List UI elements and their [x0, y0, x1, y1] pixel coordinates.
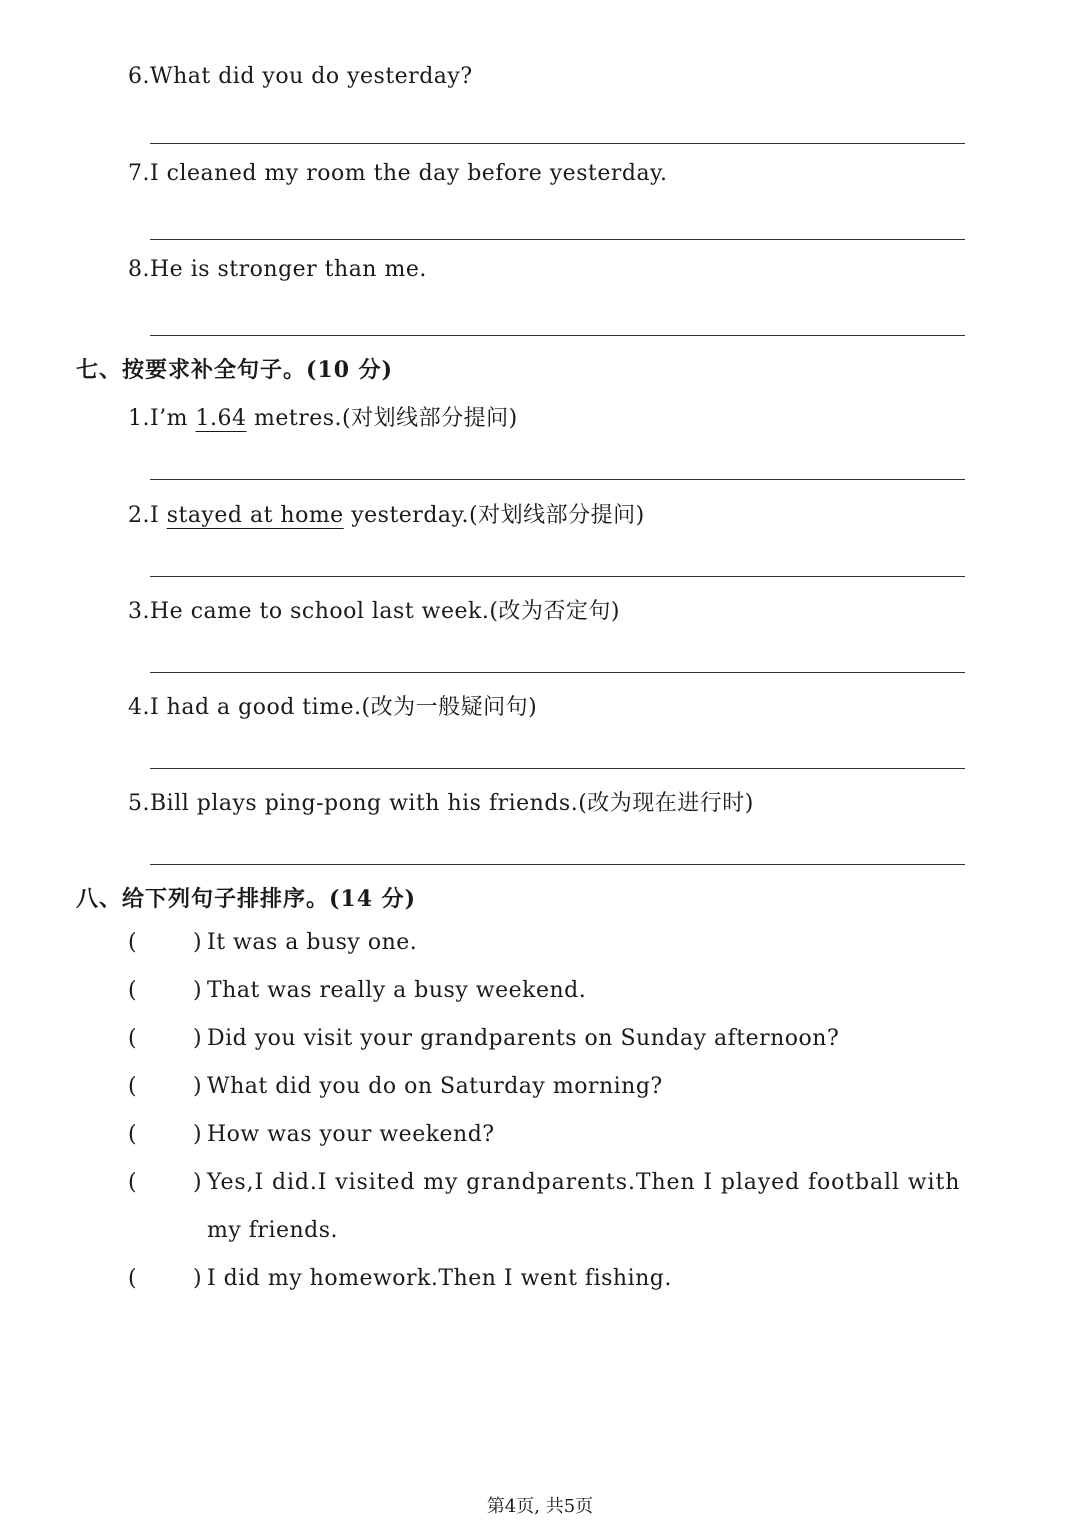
question-6: 6.What did you do yesterday?	[128, 64, 473, 89]
order-blank-close: )	[193, 1026, 203, 1051]
order-item-text: Did you visit your grandparents on Sunday afternoon?	[207, 1026, 840, 1051]
question-8: 8.He is stronger than me.	[128, 257, 427, 282]
question-7: 7.I cleaned my room the day before yesterday.	[128, 161, 668, 186]
order-item-text: I did my homework.Then I went fishing.	[207, 1266, 672, 1291]
answer-line-7[interactable]	[150, 239, 965, 240]
order-blank-close: )	[193, 978, 203, 1003]
answer-line-6[interactable]	[150, 143, 965, 144]
page-number: 第4页, 共5页	[486, 1496, 594, 1517]
answer-line-8[interactable]	[150, 335, 965, 336]
order-blank-open[interactable]: (	[128, 1074, 138, 1099]
order-blank-open[interactable]: (	[128, 1122, 138, 1147]
part7-answer-line-2[interactable]	[150, 576, 965, 577]
q1-suffix: metres.(对划线部分提问)	[246, 406, 518, 431]
part7-answer-line-1[interactable]	[150, 479, 965, 480]
order-blank-close: )	[193, 930, 203, 955]
q1-underlined: 1.64	[195, 406, 247, 431]
q2-prefix: 2.I	[128, 503, 167, 528]
section-8-title: 八、给下列句子排排序。(14 分)	[76, 886, 417, 912]
q2-underlined: stayed at home	[166, 503, 344, 528]
q2-suffix: yesterday.(对划线部分提问)	[343, 503, 645, 528]
part7-answer-line-3[interactable]	[150, 672, 965, 673]
order-blank-open[interactable]: (	[128, 1170, 138, 1195]
order-item-text: Yes,I did.I visited my grandparents.Then I played football with	[207, 1170, 961, 1195]
order-blank-close: )	[193, 1266, 203, 1291]
section-7-title: 七、按要求补全句子。(10 分)	[76, 357, 394, 383]
part7-question-1	[128, 401, 518, 432]
order-blank-open[interactable]: (	[128, 930, 138, 955]
q1-prefix: 1.I’m	[128, 406, 196, 431]
order-blank-open[interactable]: (	[128, 1266, 138, 1291]
part7-question-3: 3.He came to school last week.(改为否定句)	[128, 599, 621, 624]
part7-question-2	[128, 498, 645, 529]
order-blank-close: )	[193, 1122, 203, 1147]
part7-question-4: 4.I had a good time.(改为一般疑问句)	[128, 695, 538, 720]
order-blank-open[interactable]: (	[128, 1026, 138, 1051]
part7-answer-line-4[interactable]	[150, 768, 965, 769]
part7-answer-line-5[interactable]	[150, 864, 965, 865]
order-blank-close: )	[193, 1074, 203, 1099]
order-item-6-continued: my friends.	[207, 1218, 339, 1243]
order-item-text: It was a busy one.	[207, 930, 418, 955]
order-blank-open[interactable]: (	[128, 978, 138, 1003]
order-blank-close: )	[193, 1170, 203, 1195]
order-item-text: That was really a busy weekend.	[207, 978, 587, 1003]
part7-question-5: 5.Bill plays ping-pong with his friends.(改为现在进行时)	[128, 791, 754, 816]
order-item-text: What did you do on Saturday morning?	[207, 1074, 663, 1099]
order-item-text: How was your weekend?	[207, 1122, 495, 1147]
